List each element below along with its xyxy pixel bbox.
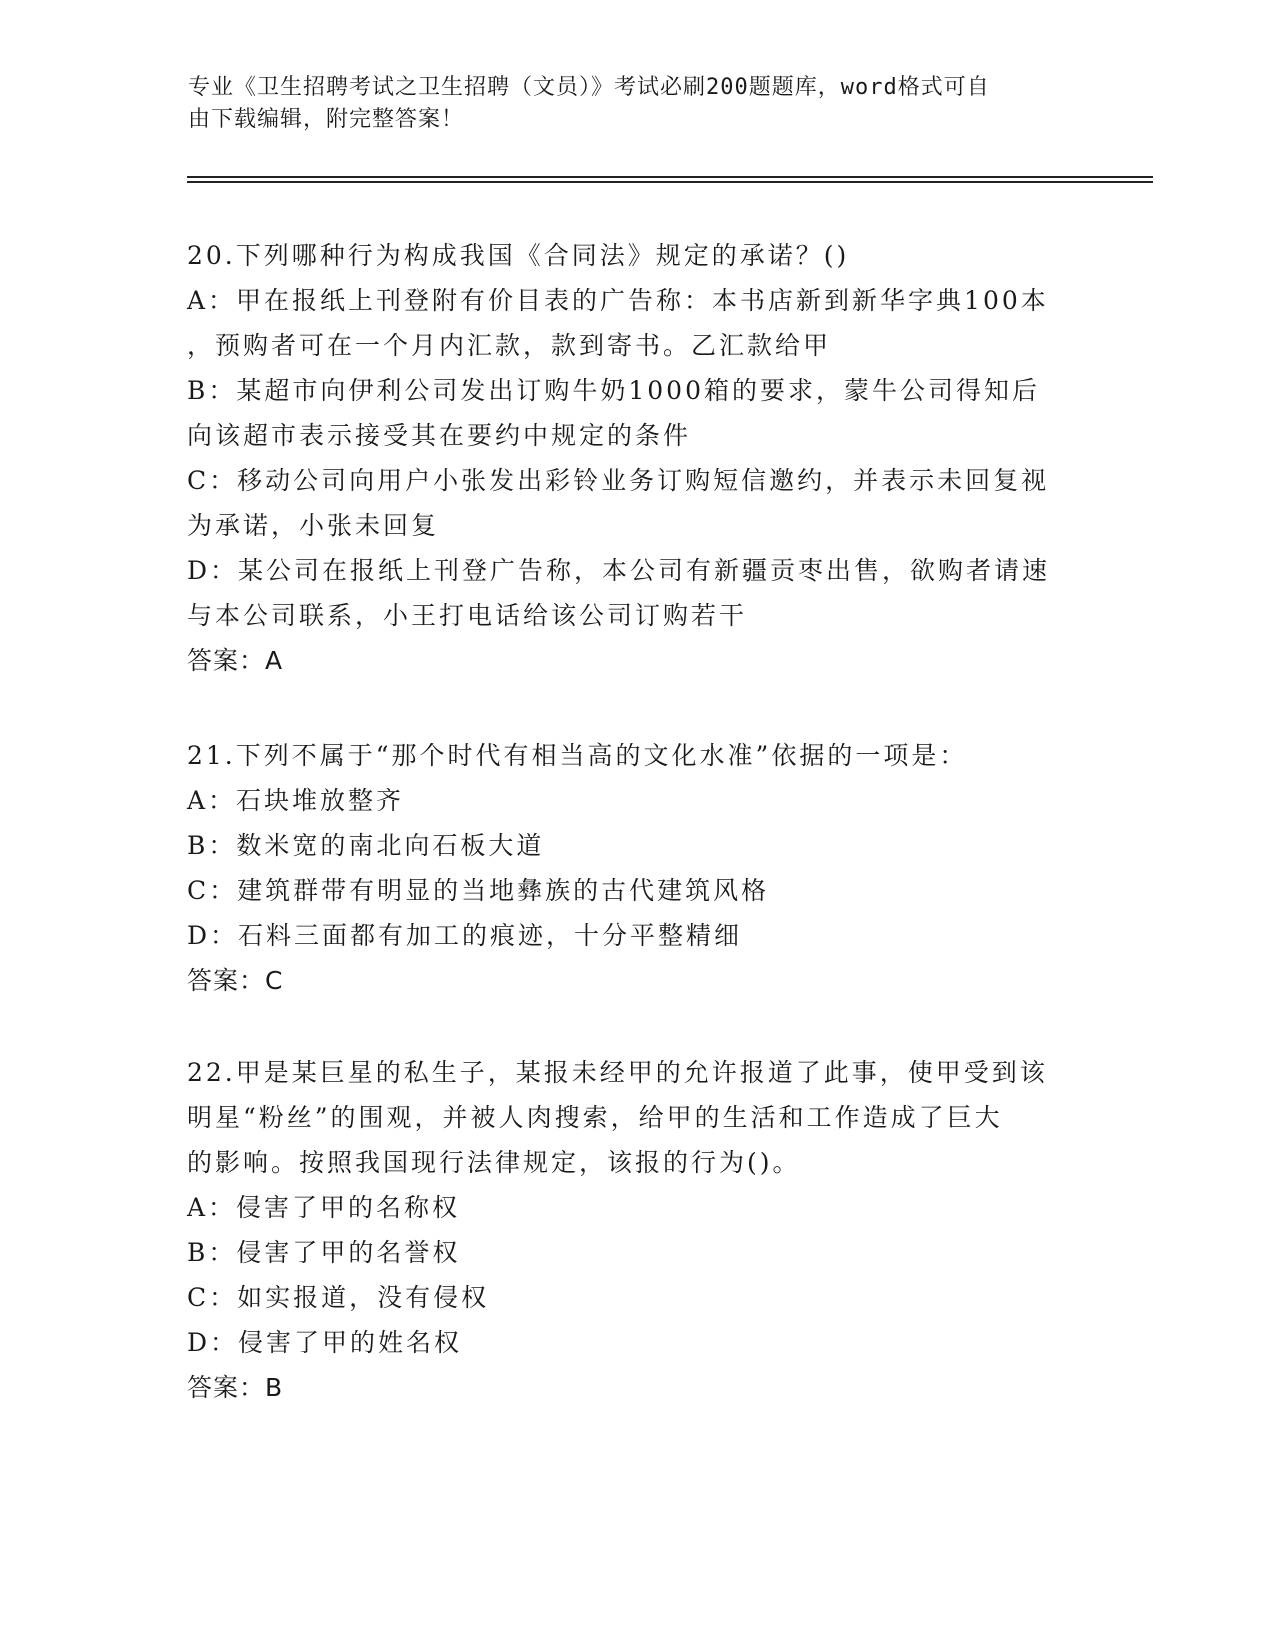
option-c: C：如实报道，没有侵权 (187, 1283, 490, 1312)
answer-line: 答案：C (187, 966, 284, 995)
option-b: B：某超市向伊利公司发出订购牛奶1000箱的要求，蒙牛公司得知后 (187, 376, 1040, 405)
header-divider-top (187, 176, 1153, 178)
option-a-continued: ，预购者可在一个月内汇款，款到寄书。乙汇款给甲 (187, 331, 832, 360)
option-c-continued: 为承诺，小张未回复 (187, 511, 440, 540)
question-stem-continued: 明星“粉丝”的围观，并被人肉搜索，给甲的生活和工作造成了巨大 (187, 1103, 1003, 1132)
option-d: D：石料三面都有加工的痕迹，十分平整精细 (187, 921, 743, 950)
option-a: A：甲在报纸上刊登附有价目表的广告称：本书店新到新华字典100本 (187, 286, 1049, 315)
question-stem: 20.下列哪种行为构成我国《合同法》规定的承诺？() (187, 241, 850, 270)
question-22 (187, 1050, 1087, 1410)
header-text-line-2: 由下载编辑，附完整答案！ (188, 107, 465, 132)
question-21 (187, 733, 1087, 1003)
option-d: D：侵害了甲的姓名权 (187, 1328, 463, 1357)
option-a: A：侵害了甲的名称权 (187, 1193, 461, 1222)
option-d-continued: 与本公司联系，小王打电话给该公司订购若干 (187, 601, 748, 630)
question-stem: 21.下列不属于“那个时代有相当高的文化水准”依据的一项是： (187, 741, 968, 770)
option-b-continued: 向该超市表示接受其在要约中规定的条件 (187, 421, 692, 450)
option-c: C：移动公司向用户小张发出彩铃业务订购短信邀约，并表示未回复视 (187, 466, 1050, 495)
document-header (188, 72, 1068, 136)
option-b: B：侵害了甲的名誉权 (187, 1238, 461, 1267)
question-20 (187, 233, 1087, 683)
question-stem: 22.甲是某巨星的私生子，某报未经甲的允许报道了此事，使甲受到该 (187, 1058, 1048, 1087)
question-stem-continued: 的影响。按照我国现行法律规定，该报的行为()。 (187, 1148, 801, 1177)
option-b: B：数米宽的南北向石板大道 (187, 831, 545, 860)
option-d: D：某公司在报纸上刊登广告称，本公司有新疆贡枣出售，欲购者请速 (187, 556, 1051, 585)
header-divider-bottom (187, 181, 1153, 183)
option-a: A：石块堆放整齐 (187, 786, 405, 815)
option-c: C：建筑群带有明显的当地彝族的古代建筑风格 (187, 876, 770, 905)
header-text-line-1: 专业《卫生招聘考试之卫生招聘（文员）》考试必刷200题题库，word格式可自 (188, 75, 990, 100)
answer-line: 答案：B (187, 1373, 284, 1402)
answer-line: 答案：A (187, 646, 284, 675)
